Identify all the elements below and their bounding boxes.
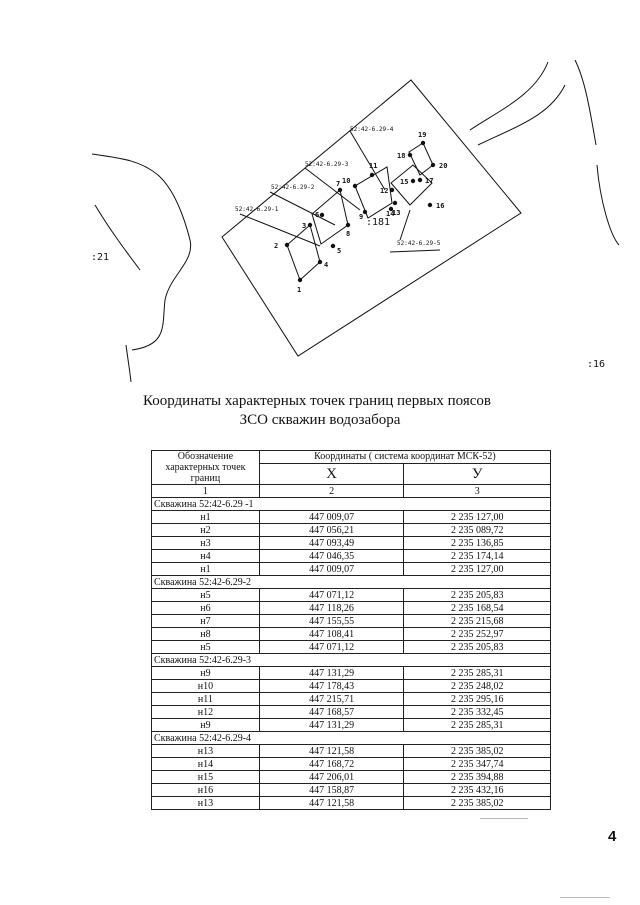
boundary-point-number: 16: [436, 202, 445, 210]
table-row: [152, 706, 551, 719]
table-row: [152, 602, 551, 615]
point-id: н15: [152, 771, 260, 784]
well-label: 52:42-6.29-5: [397, 240, 441, 247]
table-row: [152, 667, 551, 680]
y-coord: 2 235 089,72: [404, 524, 551, 537]
x-coord: 447 056,21: [259, 524, 404, 537]
doc-title-line2: ЗСО скважин водозабора: [239, 412, 401, 428]
point-id: н9: [152, 719, 260, 732]
y-coord: 2 235 127,00: [404, 511, 551, 524]
well-label: 52:42-6.29-2: [271, 184, 315, 191]
point-id: н1: [152, 511, 260, 524]
table-row: [152, 615, 551, 628]
boundary-point-marker: [431, 163, 435, 167]
well-label: 52:42-6.29-1: [235, 206, 279, 213]
point-id: н2: [152, 524, 260, 537]
x-coord: 447 108,41: [259, 628, 404, 641]
well-label: 52:42-6.29-3: [305, 161, 349, 168]
boundary-point-marker: [421, 141, 425, 145]
point-id: н10: [152, 680, 260, 693]
col-header-y: У: [404, 464, 551, 485]
boundary-point-marker: [393, 201, 397, 205]
site-plan-map: [0, 0, 640, 400]
road-edge-upper: [470, 62, 548, 130]
boundary-point-number: 20: [439, 162, 448, 170]
road-edge-lower: [478, 85, 565, 145]
col-header-coords: Координаты ( система координат МСК-52): [259, 451, 550, 464]
boundary-point-number: 6: [315, 211, 320, 219]
point-id: н4: [152, 550, 260, 563]
page-number: 4: [608, 828, 617, 845]
boundary-point-marker: [363, 210, 367, 214]
boundary-point-number: 13: [392, 209, 401, 217]
boundary-point-number: 15: [400, 178, 409, 186]
table-row: [152, 511, 551, 524]
x-coord: 447 206,01: [259, 771, 404, 784]
boundary-point-marker: [285, 243, 289, 247]
boundary-point-marker: [370, 173, 374, 177]
table-row: [152, 784, 551, 797]
boundary-point-marker: [308, 223, 312, 227]
boundary-point-number: 9: [359, 213, 364, 221]
y-coord: 2 235 168,54: [404, 602, 551, 615]
boundary-point-number: 18: [397, 152, 406, 160]
y-coord: 2 235 127,00: [404, 563, 551, 576]
boundary-point-number: 5: [337, 247, 342, 255]
x-coord: 447 131,29: [259, 667, 404, 680]
well-group-name: Скважина 52:42-6.29-3: [152, 654, 551, 667]
y-coord: 2 235 248,02: [404, 680, 551, 693]
boundary-point-number: 17: [425, 177, 434, 185]
boundary-point-marker: [338, 188, 342, 192]
boundary-point-marker: [390, 188, 394, 192]
x-coord: 447 178,43: [259, 680, 404, 693]
well-label: 52:42-6.29-4: [350, 126, 394, 133]
well-group-row: [152, 576, 551, 589]
point-id: н9: [152, 667, 260, 680]
doc-title-line1: Координаты характерных точек границ первых поясов: [142, 393, 491, 409]
boundary-point-marker: [428, 203, 432, 207]
y-coord: 2 235 432,16: [404, 784, 551, 797]
y-coord: 2 235 285,31: [404, 667, 551, 680]
table-body: [152, 498, 551, 810]
x-coord: 447 215,71: [259, 693, 404, 706]
boundary-point-number: 12: [380, 187, 389, 195]
well-group-row: [152, 654, 551, 667]
well-group-name: Скважина 52:42-6.29-4: [152, 732, 551, 745]
point-id: н7: [152, 615, 260, 628]
well-group-row: [152, 498, 551, 511]
x-coord: 447 046,35: [259, 550, 404, 563]
x-coord: 447 158,87: [259, 784, 404, 797]
table-row: [152, 589, 551, 602]
well-group-name: Скважина 52:42-6.29-2: [152, 576, 551, 589]
x-coord: 447 071,12: [259, 589, 404, 602]
well-group-row: [152, 732, 551, 745]
boundary-point-number: 14: [386, 210, 395, 218]
boundary-point-marker: [298, 278, 302, 282]
well-zone-1: [287, 225, 320, 280]
boundary-point-number: 8: [346, 230, 351, 238]
table-row: [152, 628, 551, 641]
y-coord: 2 235 205,83: [404, 641, 551, 654]
point-id: н12: [152, 706, 260, 719]
road-right-upper: [575, 60, 596, 145]
boundary-point-marker: [331, 244, 335, 248]
table-row: [152, 693, 551, 706]
x-coord: 447 009,07: [259, 511, 404, 524]
boundary-point-marker: [408, 153, 412, 157]
x-coord: 447 121,58: [259, 745, 404, 758]
boundary-point-number: 3: [302, 222, 307, 230]
y-coord: 2 235 252,97: [404, 628, 551, 641]
point-id: н13: [152, 797, 260, 810]
ref-label-right: :16: [587, 359, 606, 370]
boundary-point-marker: [346, 223, 350, 227]
point-id: н11: [152, 693, 260, 706]
y-coord: 2 235 385,02: [404, 745, 551, 758]
boundary-point-number: 7: [336, 180, 341, 188]
y-coord: 2 235 136,85: [404, 537, 551, 550]
x-coord: 447 118,26: [259, 602, 404, 615]
point-id: н3: [152, 537, 260, 550]
y-coord: 2 235 394,88: [404, 771, 551, 784]
y-coord: 2 235 347,74: [404, 758, 551, 771]
boundary-point-number: 10: [342, 177, 351, 185]
y-coord: 2 235 205,83: [404, 589, 551, 602]
y-coord: 2 235 385,02: [404, 797, 551, 810]
boundary-point-marker: [411, 179, 415, 183]
table-row: [152, 719, 551, 732]
y-coord: 2 235 285,31: [404, 719, 551, 732]
well-group-name: Скважина 52:42-6.29 -1: [152, 498, 551, 511]
point-id: н5: [152, 589, 260, 602]
ref-label-center: :181: [366, 217, 391, 228]
col-header-x: X: [259, 464, 404, 485]
table-row: [152, 524, 551, 537]
x-coord: 447 071,12: [259, 641, 404, 654]
x-coord: 447 093,49: [259, 537, 404, 550]
col-index: 2: [259, 485, 404, 498]
point-id: н13: [152, 745, 260, 758]
road-right-lower: [597, 165, 619, 245]
y-coord: 2 235 174,14: [404, 550, 551, 563]
table-row: [152, 680, 551, 693]
point-id: н5: [152, 641, 260, 654]
col-index: 1: [152, 485, 260, 498]
table-row: [152, 641, 551, 654]
coordinates-table: [151, 450, 551, 810]
table-row: [152, 745, 551, 758]
x-coord: 447 121,58: [259, 797, 404, 810]
x-coord: 447 155,55: [259, 615, 404, 628]
boundary-point-marker: [318, 260, 322, 264]
y-coord: 2 235 295,16: [404, 693, 551, 706]
x-coord: 447 168,57: [259, 706, 404, 719]
boundary-point-number: 2: [274, 242, 279, 250]
table-row: [152, 563, 551, 576]
col-header-points: Обозначение характерных точек границ: [152, 451, 260, 485]
point-id: н8: [152, 628, 260, 641]
table-row: [152, 537, 551, 550]
boundary-point-marker: [418, 178, 422, 182]
ref-label-left: :21: [91, 252, 110, 263]
well-zone-5: [409, 143, 433, 175]
y-coord: 2 235 332,45: [404, 706, 551, 719]
boundary-point-number: 19: [418, 131, 427, 139]
point-id: н14: [152, 758, 260, 771]
x-coord: 447 168,72: [259, 758, 404, 771]
col-index: 3: [404, 485, 551, 498]
table-row: [152, 758, 551, 771]
point-id: н1: [152, 563, 260, 576]
table-row: [152, 797, 551, 810]
boundary-point-number: 11: [369, 162, 378, 170]
point-id: н16: [152, 784, 260, 797]
x-coord: 447 131,29: [259, 719, 404, 732]
shoreline-base: [126, 345, 131, 382]
boundary-point-marker: [353, 184, 357, 188]
table-row: [152, 550, 551, 563]
y-coord: 2 235 215,68: [404, 615, 551, 628]
boundary-point-number: 4: [324, 261, 329, 269]
table-row: [152, 771, 551, 784]
point-id: н6: [152, 602, 260, 615]
x-coord: 447 009,07: [259, 563, 404, 576]
boundary-point-marker: [320, 213, 324, 217]
boundary-point-number: 1: [297, 286, 302, 294]
